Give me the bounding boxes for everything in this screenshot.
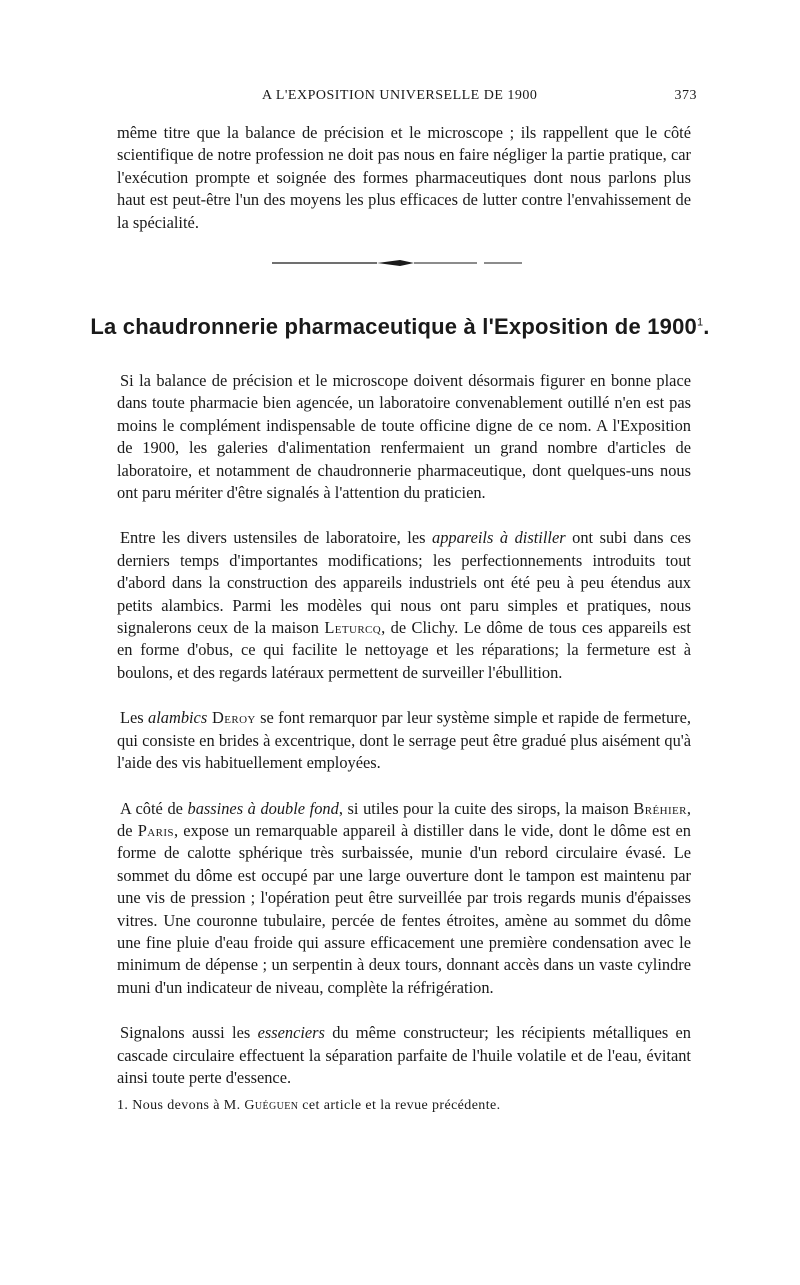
running-title: A L'EXPOSITION UNIVERSELLE DE 1900: [262, 88, 538, 103]
footnote-text-1: 1. Nous devons à M.: [117, 1098, 245, 1113]
title-period: .: [703, 314, 710, 339]
maker-name-leturcq: Leturcq: [324, 618, 382, 638]
paragraph-continued: même titre que la balance de précision et le microscope ; ils rappellent que le côté scientifique de notre profession ne doit pas nous en faire négliger la partie pratique, car l'exécution prompte et soignée des formes pharmaceutiques dont nous parlons plus haut est peut-être l'un des moyens les plus efficaces de lutter contre l'envahissement de la spécialité.: [117, 123, 691, 232]
paragraph-4-text-1: A côté de: [120, 798, 188, 818]
paragraph-4-text-3: , de: [117, 798, 691, 840]
maker-name-brehier: Bréhier: [633, 798, 687, 818]
paragraph-4-text-4: , expose un remarquable appareil à distiller dans le vide, dont le dôme est en forme de calotte sphérique très surbaissée, munie d'un rebord circulaire évasé. Le sommet du dôme est occupé par une large ouverture dont le tampon est maintenu par une vis de pression ; l'opération peut être surveillée par trois regards munis d'épaisses vitres. Une couronne tubulaire, percée de fentes étroites, amène au sommet du dôme une fine pluie d'eau froide qui assure efficacement une première condensation avec le minimum de dépense ; un serpentin à deux tours, donnant accès dans un vaste cylindre muni d'un indicateur de niveau, complète la réfrigération.: [117, 820, 691, 997]
paragraph-2-text-1: Entre les divers ustensiles de laboratoire, les: [120, 528, 433, 548]
city-name-paris: Paris: [137, 820, 174, 840]
page-header: [117, 88, 697, 110]
paragraph-4-emphasis: bassines à double fond: [187, 798, 339, 818]
paragraph-4-text-2: , si utiles pour la cuite des sirops, la maison: [338, 798, 634, 818]
paragraph-5-text-1: Signalons aussi les: [120, 1023, 258, 1043]
footnote-marker: 1: [696, 316, 704, 329]
footnote-text-2: cet article et la revue précédente.: [298, 1098, 501, 1113]
paragraph-2-text-2: ont subi dans ces derniers temps d'importantes modifications; les perfectionnements introduits tout d'abord dans la construction des appareils industriels ont été peu à peu étendus aux petits alambics. Parmi les modèles qui nous ont paru simples et pratiques, nous signalerons ceux de la maison: [117, 528, 691, 638]
section-title: [0, 314, 800, 340]
paragraph-3-text-1: Les: [120, 708, 149, 728]
section-divider: [272, 258, 522, 268]
section-title-text: La chaudronnerie pharmaceutique à l'Exposition de 1900: [90, 314, 697, 339]
paragraph-3: [117, 707, 691, 774]
paragraph-2: [117, 527, 691, 684]
maker-name-deroy: Deroy: [207, 708, 256, 728]
page-number: 373: [674, 88, 697, 103]
paragraph-1: Si la balance de précision et le microscope doivent désormais figurer en bonne place dans toute pharmacie bien agencée, un laboratoire convenablement outillé n'en est pas moins le complément indispensable de toute officine digne de ce nom. A l'Exposition de 1900, les galeries d'alimentation renfermaient un grand nombre d'articles de laboratoire, et notamment de chaudronnerie pharmaceutique, dont quelques-uns nous ont paru mériter d'être signalés à l'attention du praticien.: [117, 371, 691, 503]
paragraph-5: [117, 1022, 691, 1089]
paragraph-5-text-2: du même constructeur; les récipients métalliques en cascade circulaire effectuent la séparation parfaite de l'huile volatile et de l'eau, évitant ainsi toute perte d'essence.: [117, 1023, 691, 1087]
paragraph-2-text-3: , de Clichy. Le dôme de tous ces appareils est en forme d'obus, ce qui facilite le nettoyage et les réparations; la fermeture est à boulons, et des regards latéraux permettent de surveiller l'ébullition.: [117, 618, 691, 682]
paragraph-2-emphasis: appareils à distiller: [432, 528, 566, 548]
section-body: [117, 370, 691, 1112]
footnote: [117, 1098, 691, 1114]
paragraph-4: [117, 798, 691, 1000]
continued-text-block: [117, 122, 691, 257]
paragraph-5-emphasis: essenciers: [257, 1023, 325, 1043]
paragraph-3-emphasis: alambics: [148, 708, 208, 728]
author-name-gueguen: Guéguen: [244, 1098, 299, 1113]
paragraph-3-text-2: se font remarquor par leur système simple et rapide de fermeture, qui consiste en brides à excentrique, dont le serrage peut être gradué plus aisément qu'à l'aide des vis habituellement employées.: [117, 708, 692, 773]
